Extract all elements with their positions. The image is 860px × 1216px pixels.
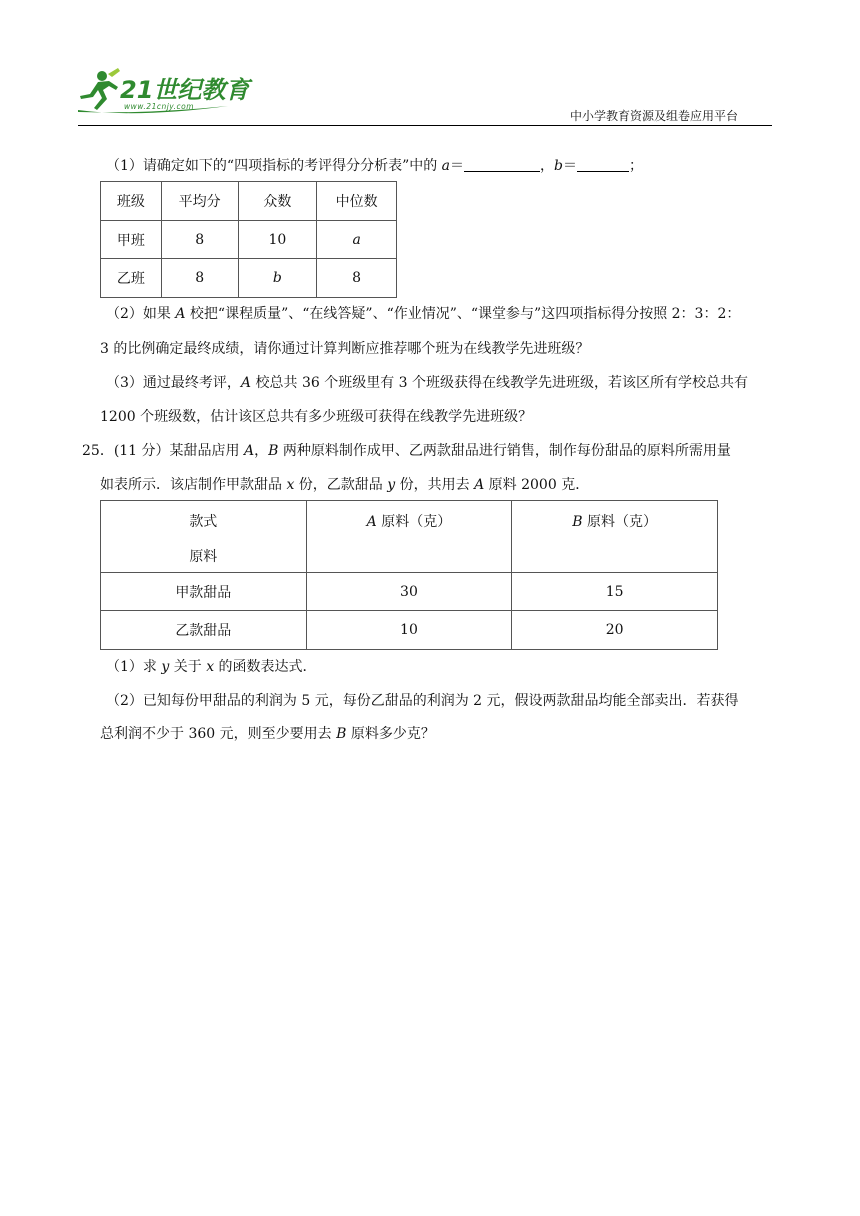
platform-title: 中小学教育资源及组卷应用平台 (569, 109, 738, 123)
q25-sub2-line2: 总利润不少于 360 元，则至少要用去 B 原料多少克？ (100, 726, 435, 742)
q24-part3-line1: （3）通过最终考评，A 校总共 36 个班级里有 3 个班级获得在线教学先进班级，若该区所有学校总共有 (106, 375, 749, 391)
q25-sub2-line1: （2）已知每份甲甜品的利润为 5 元，每份乙甜品的利润为 2 元，假设两款甜品均能全部卖出．若获得 (106, 693, 739, 709)
answer-blank-b[interactable] (577, 157, 629, 172)
table-row: 甲款甜品 30 15 (101, 573, 718, 611)
table-row: 乙款甜品 10 20 (101, 611, 718, 650)
table-row: 乙班 8 b 8 (101, 259, 397, 298)
q25-stem-line1: 25．(11 分）某甜品店用 A，B 两种原料制作成甲、乙两款甜品进行销售，制作每份甜品的原料所需用量 (82, 443, 731, 459)
q24-part3-line2: 1200 个班级数，估计该区总共有多少班级可获得在线教学先进班级？ (100, 409, 533, 425)
logo-url: www.21cnjy.com (124, 102, 195, 111)
table-corner-cell: 款式 原料 (101, 501, 307, 573)
table-header-row: 班级 平均分 众数 中位数 (101, 182, 397, 221)
score-analysis-table (100, 181, 397, 298)
q24-part2-line1: （2）如果 A 校把“课程质量”、“在线答疑”、“作业情况”、“课堂参与”这四项指标得分按照 2：3：2： (106, 306, 741, 322)
answer-blank-a[interactable] (464, 157, 540, 172)
q24-part1: （1）请确定如下的“四项指标的考评得分分析表”中的 a＝ ，b＝ ； (106, 158, 643, 174)
ingredient-table (100, 500, 718, 650)
table-header-row: 款式 原料 A 原料（克） B 原料（克） (101, 501, 718, 573)
q25-stem-line2: 如表所示．该店制作甲款甜品 x 份，乙款甜品 y 份，共用去 A 原料 2000 克． (100, 477, 590, 493)
q25-sub1: （1）求 y 关于 x 的函数表达式． (106, 659, 317, 675)
logo-text: 21世纪教育 (120, 76, 250, 104)
header-divider (78, 125, 772, 126)
logo (78, 68, 253, 118)
q24-part2-line2: 3 的比例确定最终成绩，请你通过计算判断应推荐哪个班为在线教学先进班级？ (100, 341, 590, 357)
page-header (0, 0, 860, 130)
table-row: 甲班 8 10 a (101, 221, 397, 259)
